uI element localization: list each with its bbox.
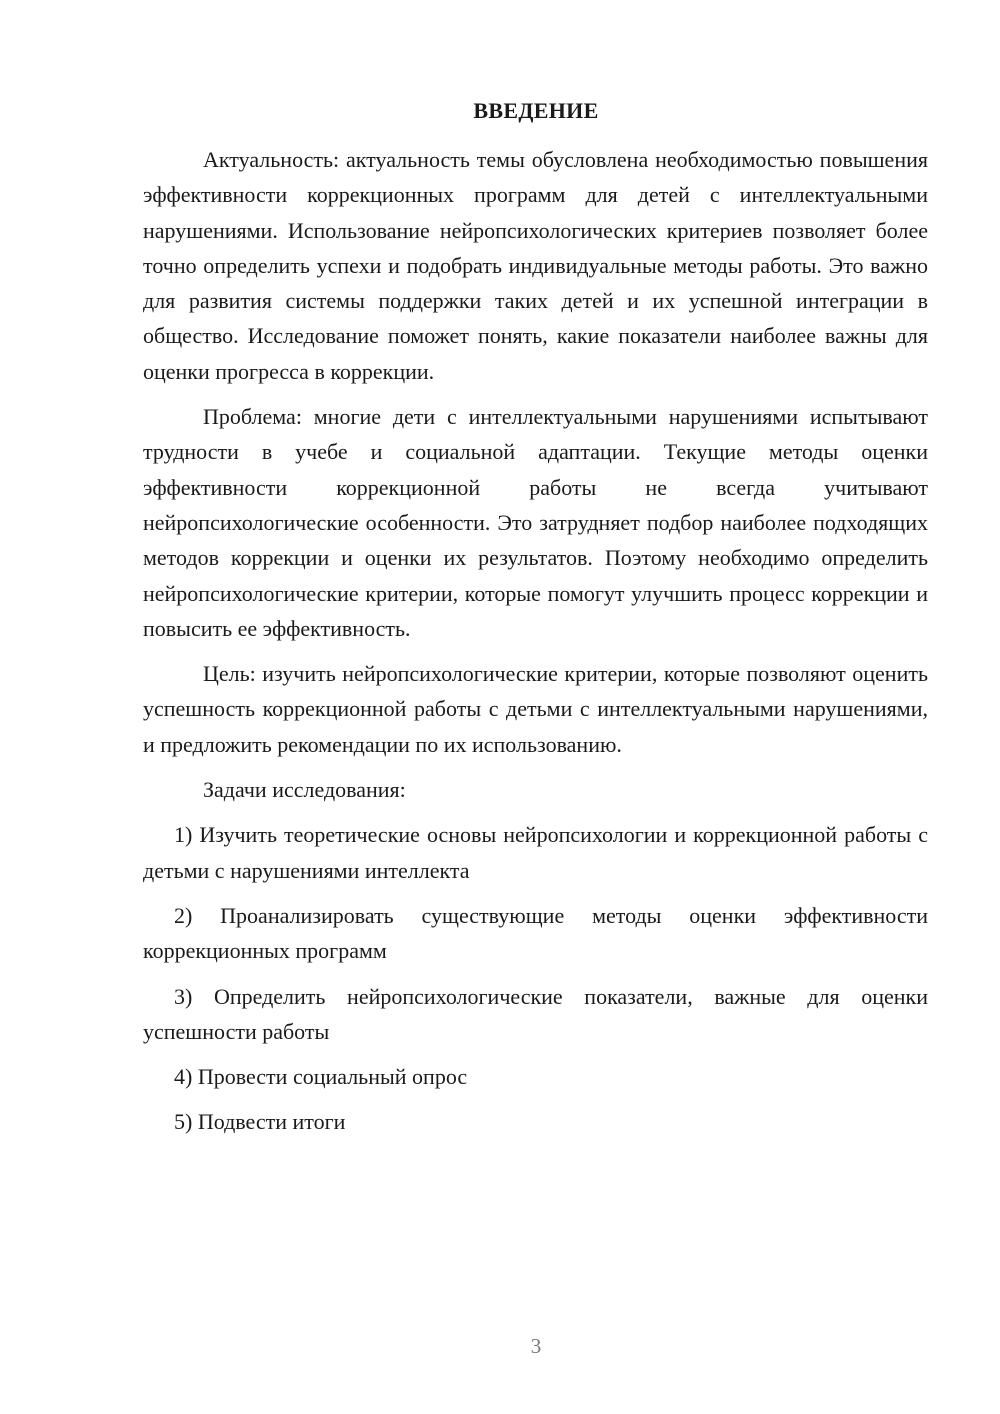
paragraph-problem: Проблема: многие дети с интеллектуальными нарушениями испытывают трудности в учебе и социальной адаптации. Текущие методы оценки эффективности коррекционной работы не всегда учитывают нейропсихологические особенности. Это затрудняет подбор наиболее подходящих методов коррекции и оценки их результатов. Поэтому необходимо определить нейропсихологические критерии, которые помогут улучшить процесс коррекции и повысить ее эффективность. (143, 404, 928, 641)
task-item-1: 1) Изучить теоретические основы нейропсихологии и коррекционной работы с детьми с нарушениями интеллекта (143, 822, 928, 883)
task-item-5: 5) Подвести итоги (174, 1109, 346, 1135)
tasks-heading: Задачи исследования: (203, 777, 406, 803)
page-title: ВВЕДЕНИЕ (473, 98, 599, 123)
paragraph-goal: Цель: изучить нейропсихологические критерии, которые позволяют оценить успешность коррекционной работы с детьми с интеллектуальными нарушениями, и предложить рекомендации по их использованию. (143, 661, 928, 757)
task-item-3: 3) Определить нейропсихологические показатели, важные для оценки успешности работы (143, 983, 928, 1044)
task-item-2: 2) Проанализировать существующие методы оценки эффективности коррекционных программ (143, 902, 928, 964)
document-body (143, 142, 928, 1150)
paragraph-relevance: Актуальность: актуальность темы обусловлена необходимостью повышения эффективности коррекционных программ для детей с интеллектуальными нарушениями. Использование нейропсихологических критериев позволяет более точно определить успехи и подобрать индивидуальные методы работы. Это важно для развития системы поддержки таких детей и их успешной интеграции в общество. Исследование поможет понять, какие показатели наиболее важны для оценки прогресса в коррекции. (143, 147, 928, 384)
page-number: 3 (530, 1334, 542, 1358)
task-item-4: 4) Провести социальный опрос (174, 1064, 468, 1090)
